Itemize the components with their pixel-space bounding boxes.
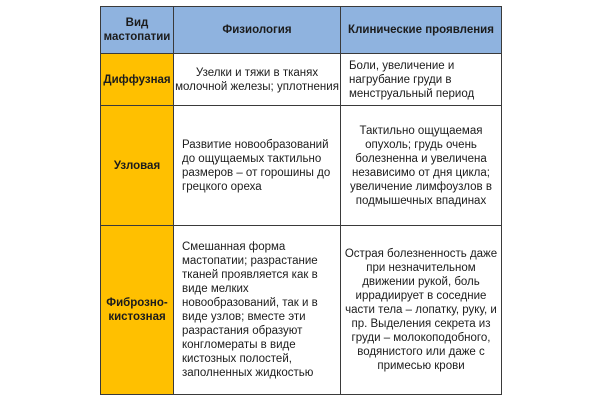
table-row (101, 54, 502, 106)
table-row (101, 106, 502, 226)
row-physiology-cell (174, 226, 341, 395)
row-clinical-cell (341, 54, 502, 106)
row-type-fibrocystic: Фиброзно-кистозная (101, 226, 174, 395)
row-clinical-text: Тактильно ощущаемая опухоль; грудь очень болезненна и увеличена независимо от дня цикла; увеличение лимфоузлов в подмышечных впадинах (350, 124, 492, 207)
row-physiology-text: Развитие новообразований до ощущаемых тактильно размеров – от горошины до грецкого ореха (182, 138, 331, 193)
header-physiology: Физиология (174, 7, 341, 54)
row-clinical-cell (341, 106, 502, 226)
row-type-nodular: Узловая (101, 106, 174, 226)
row-clinical-text: Боли, увеличение и нагрубание груди в менструальный период (349, 59, 475, 100)
row-physiology-cell (174, 54, 341, 106)
row-clinical-text: Острая болезненность даже при незначительном движении рукой, боль иррадиирует в соседние части тела – лопатку, руку, и пр. Выделения секрета из груди – молокоподобного, водянистого или даже с примесью крови (344, 248, 498, 372)
table-header-row (101, 7, 502, 54)
row-physiology-text: Смешанная форма мастопатии; разрастание тканей проявляется как в виде мелких новообразований, так и в виде узлов; вместе эти разрастания образуют конгломераты в виде кистозных полостей, заполненных жидкостью (182, 241, 318, 379)
header-type: Вид мастопатии (101, 7, 174, 54)
mastopathy-table (100, 6, 502, 395)
row-type-diffuse: Диффузная (101, 54, 174, 106)
header-clinical: Клинические проявления (341, 7, 502, 54)
row-physiology-cell (174, 106, 341, 226)
row-physiology-text: Узелки и тяжи в тканях молочной железы; уплотнения (175, 66, 339, 93)
table-row (101, 226, 502, 395)
row-clinical-cell (341, 226, 502, 395)
